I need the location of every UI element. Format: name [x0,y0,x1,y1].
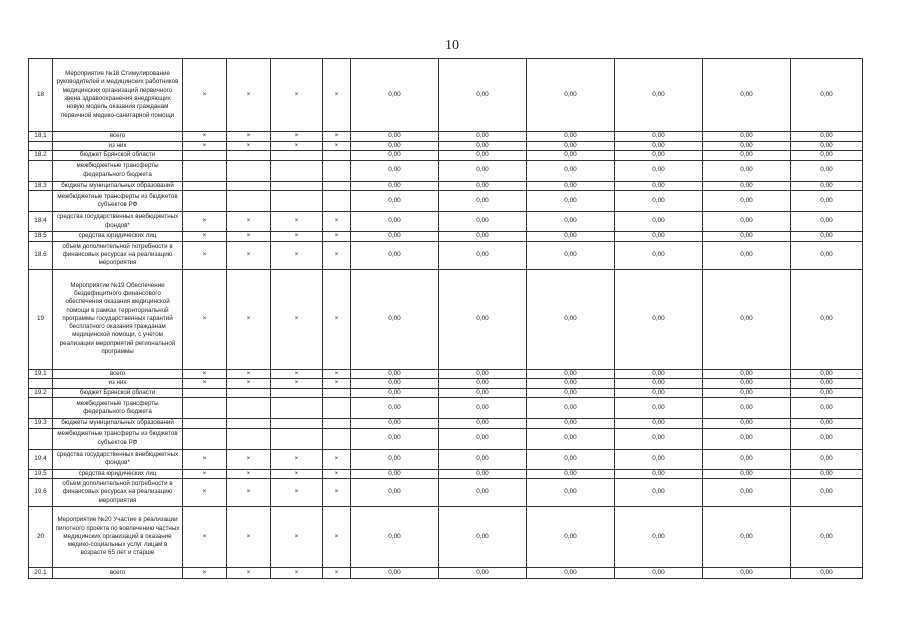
table-row [29,388,863,398]
value-cell: 0,00 [703,469,791,479]
row-description-cell: бюджет Брянской области [53,151,183,161]
mark-cell: × [271,369,323,379]
row-number-cell: 19.2 [29,388,53,398]
value-cell: 0,00 [351,388,439,398]
table-row [29,212,863,232]
mark-cell [227,181,271,191]
value-cell: 0,00 [791,59,863,132]
mark-cell [227,388,271,398]
mark-cell: × [323,379,351,389]
value-cell: 0,00 [615,469,703,479]
mark-cell [183,419,227,429]
value-cell: 0,00 [527,232,615,242]
row-number-cell: 18 [29,59,53,132]
value-cell: 0,00 [527,449,615,469]
row-description-cell: бюджеты муниципальных образований [53,181,183,191]
row-description-cell: Мероприятие №20 Участие в реализации пилотного проекта по вовлечению частных медицинских организаций в оказание медико-социальных услуг лицам в возрасте 65 лет и старше [53,507,183,568]
table-row [29,59,863,132]
row-number-cell [29,191,53,212]
mark-cell [271,398,323,419]
value-cell: 0,00 [351,160,439,181]
mark-cell: × [227,269,271,369]
value-cell: 0,00 [351,568,439,579]
value-cell: 0,00 [439,160,527,181]
value-cell: 0,00 [791,241,863,269]
value-cell: 0,00 [703,232,791,242]
row-number-cell: 19.5 [29,469,53,479]
value-cell: 0,00 [439,241,527,269]
value-cell: 0,00 [351,428,439,449]
row-description-cell: бюджет Брянской области [53,388,183,398]
value-cell: 0,00 [351,141,439,151]
mark-cell: × [183,212,227,232]
value-cell: 0,00 [439,212,527,232]
row-description-cell: межбюджетные трансферты из бюджетов субъектов РФ [53,428,183,449]
value-cell: 0,00 [527,479,615,507]
value-cell: 0,00 [439,369,527,379]
mark-cell [271,388,323,398]
value-cell: 0,00 [703,181,791,191]
value-cell: 0,00 [791,191,863,212]
mark-cell: × [183,449,227,469]
value-cell: 0,00 [615,428,703,449]
value-cell: 0,00 [791,269,863,369]
mark-cell [271,428,323,449]
row-description-cell: из них [53,379,183,389]
mark-cell: × [323,141,351,151]
value-cell: 0,00 [351,419,439,429]
row-description-cell: межбюджетные трансферты федерального бюджета [53,160,183,181]
value-cell: 0,00 [527,59,615,132]
table-row [29,479,863,507]
value-cell: 0,00 [703,398,791,419]
table-row [29,241,863,269]
mark-cell [271,151,323,161]
value-cell: 0,00 [439,449,527,469]
value-cell: 0,00 [527,568,615,579]
row-description-cell: Мероприятие №19 Обеспечение бездефицитного финансового обеспечения оказания медицинской помощи в рамках территориальной программы государственных гарантий бесплатного оказания гражданам медицинской помощи, с учетом реализации мероприятий региональной программы [53,269,183,369]
mark-cell: × [323,232,351,242]
mark-cell: × [183,379,227,389]
value-cell: 0,00 [351,369,439,379]
value-cell: 0,00 [527,212,615,232]
value-cell: 0,00 [527,388,615,398]
mark-cell: × [323,469,351,479]
row-description-cell: объем дополнительной потребности в финансовых ресурсах на реализацию мероприятия [53,479,183,507]
mark-cell [323,151,351,161]
table-row [29,469,863,479]
row-number-cell: 20 [29,507,53,568]
mark-cell [271,181,323,191]
value-cell: 0,00 [439,191,527,212]
value-cell: 0,00 [615,507,703,568]
mark-cell: × [227,232,271,242]
table-row [29,141,863,151]
row-number-cell [29,428,53,449]
mark-cell: × [323,507,351,568]
table-row [29,181,863,191]
value-cell: 0,00 [615,151,703,161]
value-cell: 0,00 [615,479,703,507]
row-number-cell: 19.4 [29,449,53,469]
table-row [29,269,863,369]
mark-cell: × [271,269,323,369]
value-cell: 0,00 [703,479,791,507]
row-description-cell: средства государственных внебюджетных фондов* [53,212,183,232]
value-cell: 0,00 [791,132,863,142]
value-cell: 0,00 [615,241,703,269]
mark-cell: × [323,241,351,269]
mark-cell: × [183,232,227,242]
row-number-cell: 19.6 [29,479,53,507]
row-description-cell: средства юридических лиц [53,232,183,242]
table-row [29,428,863,449]
value-cell: 0,00 [703,388,791,398]
value-cell: 0,00 [527,419,615,429]
table-row [29,398,863,419]
mark-cell [183,160,227,181]
value-cell: 0,00 [791,379,863,389]
value-cell: 0,00 [791,428,863,449]
mark-cell [323,419,351,429]
value-cell: 0,00 [703,241,791,269]
value-cell: 0,00 [351,59,439,132]
value-cell: 0,00 [439,388,527,398]
mark-cell [271,160,323,181]
table-row [29,507,863,568]
row-description-cell: всего [53,568,183,579]
row-description-cell: средства государственных внебюджетных фондов* [53,449,183,469]
table-row [29,369,863,379]
value-cell: 0,00 [439,419,527,429]
mark-cell [323,428,351,449]
table-row [29,568,863,579]
value-cell: 0,00 [439,398,527,419]
value-cell: 0,00 [703,191,791,212]
value-cell: 0,00 [527,507,615,568]
mark-cell: × [323,269,351,369]
row-number-cell [29,141,53,151]
table-row [29,191,863,212]
value-cell: 0,00 [439,507,527,568]
value-cell: 0,00 [615,191,703,212]
value-cell: 0,00 [439,379,527,389]
value-cell: 0,00 [791,388,863,398]
value-cell: 0,00 [527,269,615,369]
row-number-cell [29,379,53,389]
mark-cell [323,160,351,181]
mark-cell: × [271,212,323,232]
value-cell: 0,00 [615,141,703,151]
mark-cell [183,151,227,161]
value-cell: 0,00 [439,59,527,132]
value-cell: 0,00 [615,269,703,369]
value-cell: 0,00 [703,369,791,379]
value-cell: 0,00 [615,568,703,579]
value-cell: 0,00 [439,181,527,191]
row-description-cell: бюджеты муниципальных образований [53,419,183,429]
value-cell: 0,00 [439,132,527,142]
value-cell: 0,00 [615,212,703,232]
value-cell: 0,00 [439,479,527,507]
mark-cell: × [227,479,271,507]
mark-cell: × [227,241,271,269]
value-cell: 0,00 [703,507,791,568]
value-cell: 0,00 [615,419,703,429]
table-body [29,59,863,579]
mark-cell [183,398,227,419]
value-cell: 0,00 [527,369,615,379]
mark-cell [271,191,323,212]
row-number-cell [29,160,53,181]
mark-cell: × [227,507,271,568]
table-row [29,132,863,142]
mark-cell: × [271,469,323,479]
value-cell: 0,00 [703,379,791,389]
row-number-cell: 19 [29,269,53,369]
mark-cell: × [183,369,227,379]
value-cell: 0,00 [351,191,439,212]
value-cell: 0,00 [615,369,703,379]
value-cell: 0,00 [439,141,527,151]
row-description-cell: всего [53,369,183,379]
value-cell: 0,00 [615,160,703,181]
value-cell: 0,00 [615,132,703,142]
value-cell: 0,00 [703,428,791,449]
row-description-cell: межбюджетные трансферты из бюджетов субъектов РФ [53,191,183,212]
value-cell: 0,00 [439,568,527,579]
mark-cell: × [271,479,323,507]
value-cell: 0,00 [703,212,791,232]
mark-cell: × [227,212,271,232]
table-row [29,419,863,429]
mark-cell: × [323,59,351,132]
table-row [29,151,863,161]
value-cell: 0,00 [527,398,615,419]
mark-cell [227,428,271,449]
table-row [29,449,863,469]
value-cell: 0,00 [439,469,527,479]
mark-cell [183,428,227,449]
mark-cell: × [323,449,351,469]
mark-cell: × [323,369,351,379]
value-cell: 0,00 [615,388,703,398]
mark-cell: × [227,369,271,379]
value-cell: 0,00 [351,269,439,369]
value-cell: 0,00 [703,59,791,132]
value-cell: 0,00 [527,379,615,389]
value-cell: 0,00 [703,568,791,579]
value-cell: 0,00 [791,232,863,242]
mark-cell [271,419,323,429]
value-cell: 0,00 [703,132,791,142]
row-description-cell: средства юридических лиц [53,469,183,479]
mark-cell [227,419,271,429]
value-cell: 0,00 [351,232,439,242]
value-cell: 0,00 [527,191,615,212]
mark-cell: × [183,479,227,507]
mark-cell: × [323,212,351,232]
row-description-cell: из них [53,141,183,151]
value-cell: 0,00 [791,141,863,151]
mark-cell: × [323,479,351,507]
value-cell: 0,00 [703,151,791,161]
mark-cell: × [227,568,271,579]
value-cell: 0,00 [527,151,615,161]
mark-cell: × [271,379,323,389]
mark-cell: × [271,568,323,579]
value-cell: 0,00 [527,141,615,151]
row-number-cell: 18.2 [29,151,53,161]
value-cell: 0,00 [791,181,863,191]
value-cell: 0,00 [791,479,863,507]
value-cell: 0,00 [351,469,439,479]
mark-cell: × [227,469,271,479]
value-cell: 0,00 [615,59,703,132]
value-cell: 0,00 [439,269,527,369]
value-cell: 0,00 [439,232,527,242]
value-cell: 0,00 [439,428,527,449]
mark-cell [183,181,227,191]
value-cell: 0,00 [527,428,615,449]
value-cell: 0,00 [527,160,615,181]
mark-cell: × [271,449,323,469]
value-cell: 0,00 [351,507,439,568]
value-cell: 0,00 [791,160,863,181]
row-number-cell: 20.1 [29,568,53,579]
mark-cell: × [323,568,351,579]
budget-table [28,58,863,579]
mark-cell: × [183,241,227,269]
value-cell: 0,00 [351,479,439,507]
row-number-cell: 18.3 [29,181,53,191]
value-cell: 0,00 [791,212,863,232]
mark-cell [227,160,271,181]
value-cell: 0,00 [703,160,791,181]
mark-cell: × [227,59,271,132]
row-number-cell [29,398,53,419]
row-number-cell: 18.4 [29,212,53,232]
mark-cell [323,191,351,212]
mark-cell: × [183,59,227,132]
mark-cell [227,151,271,161]
value-cell: 0,00 [615,181,703,191]
table-row [29,379,863,389]
mark-cell [183,191,227,212]
row-number-cell: 19.3 [29,419,53,429]
mark-cell: × [183,469,227,479]
mark-cell: × [227,141,271,151]
value-cell: 0,00 [527,241,615,269]
mark-cell: × [183,507,227,568]
mark-cell: × [271,141,323,151]
mark-cell [227,398,271,419]
value-cell: 0,00 [351,379,439,389]
value-cell: 0,00 [527,469,615,479]
value-cell: 0,00 [615,398,703,419]
mark-cell: × [271,232,323,242]
value-cell: 0,00 [791,369,863,379]
row-description-cell: Мероприятие №18 Стимулирование руководителей и медицинских работников медицинских организаций первичного звена здравоохранения внедряющих новую модель оказания гражданам первичной медико-санитарной помощи [53,59,183,132]
table-row [29,232,863,242]
table-row [29,160,863,181]
mark-cell: × [183,568,227,579]
row-description-cell: всего [53,132,183,142]
mark-cell: × [271,132,323,142]
value-cell: 0,00 [351,449,439,469]
value-cell: 0,00 [351,132,439,142]
mark-cell [323,388,351,398]
value-cell: 0,00 [615,232,703,242]
value-cell: 0,00 [791,469,863,479]
mark-cell [323,398,351,419]
value-cell: 0,00 [703,419,791,429]
mark-cell: × [183,269,227,369]
mark-cell [227,191,271,212]
mark-cell: × [271,507,323,568]
mark-cell: × [183,132,227,142]
value-cell: 0,00 [703,141,791,151]
value-cell: 0,00 [351,151,439,161]
mark-cell: × [183,141,227,151]
mark-cell: × [227,449,271,469]
row-description-cell: межбюджетные трансферты федерального бюджета [53,398,183,419]
value-cell: 0,00 [791,449,863,469]
value-cell: 0,00 [791,151,863,161]
value-cell: 0,00 [615,449,703,469]
value-cell: 0,00 [351,398,439,419]
mark-cell [183,388,227,398]
row-number-cell: 19.1 [29,369,53,379]
row-number-cell: 18.6 [29,241,53,269]
mark-cell [323,181,351,191]
value-cell: 0,00 [703,269,791,369]
value-cell: 0,00 [439,151,527,161]
page-number: 10 [445,38,459,53]
row-number-cell: 18.5 [29,232,53,242]
value-cell: 0,00 [351,212,439,232]
value-cell: 0,00 [527,181,615,191]
value-cell: 0,00 [351,181,439,191]
mark-cell: × [271,59,323,132]
mark-cell: × [271,241,323,269]
row-description-cell: объем дополнительной потребности в финансовых ресурсах на реализацию мероприятия [53,241,183,269]
value-cell: 0,00 [791,419,863,429]
value-cell: 0,00 [615,379,703,389]
value-cell: 0,00 [527,132,615,142]
value-cell: 0,00 [351,241,439,269]
mark-cell: × [323,132,351,142]
value-cell: 0,00 [703,449,791,469]
value-cell: 0,00 [791,568,863,579]
mark-cell: × [227,379,271,389]
mark-cell: × [227,132,271,142]
value-cell: 0,00 [791,398,863,419]
value-cell: 0,00 [791,507,863,568]
row-number-cell: 18.1 [29,132,53,142]
